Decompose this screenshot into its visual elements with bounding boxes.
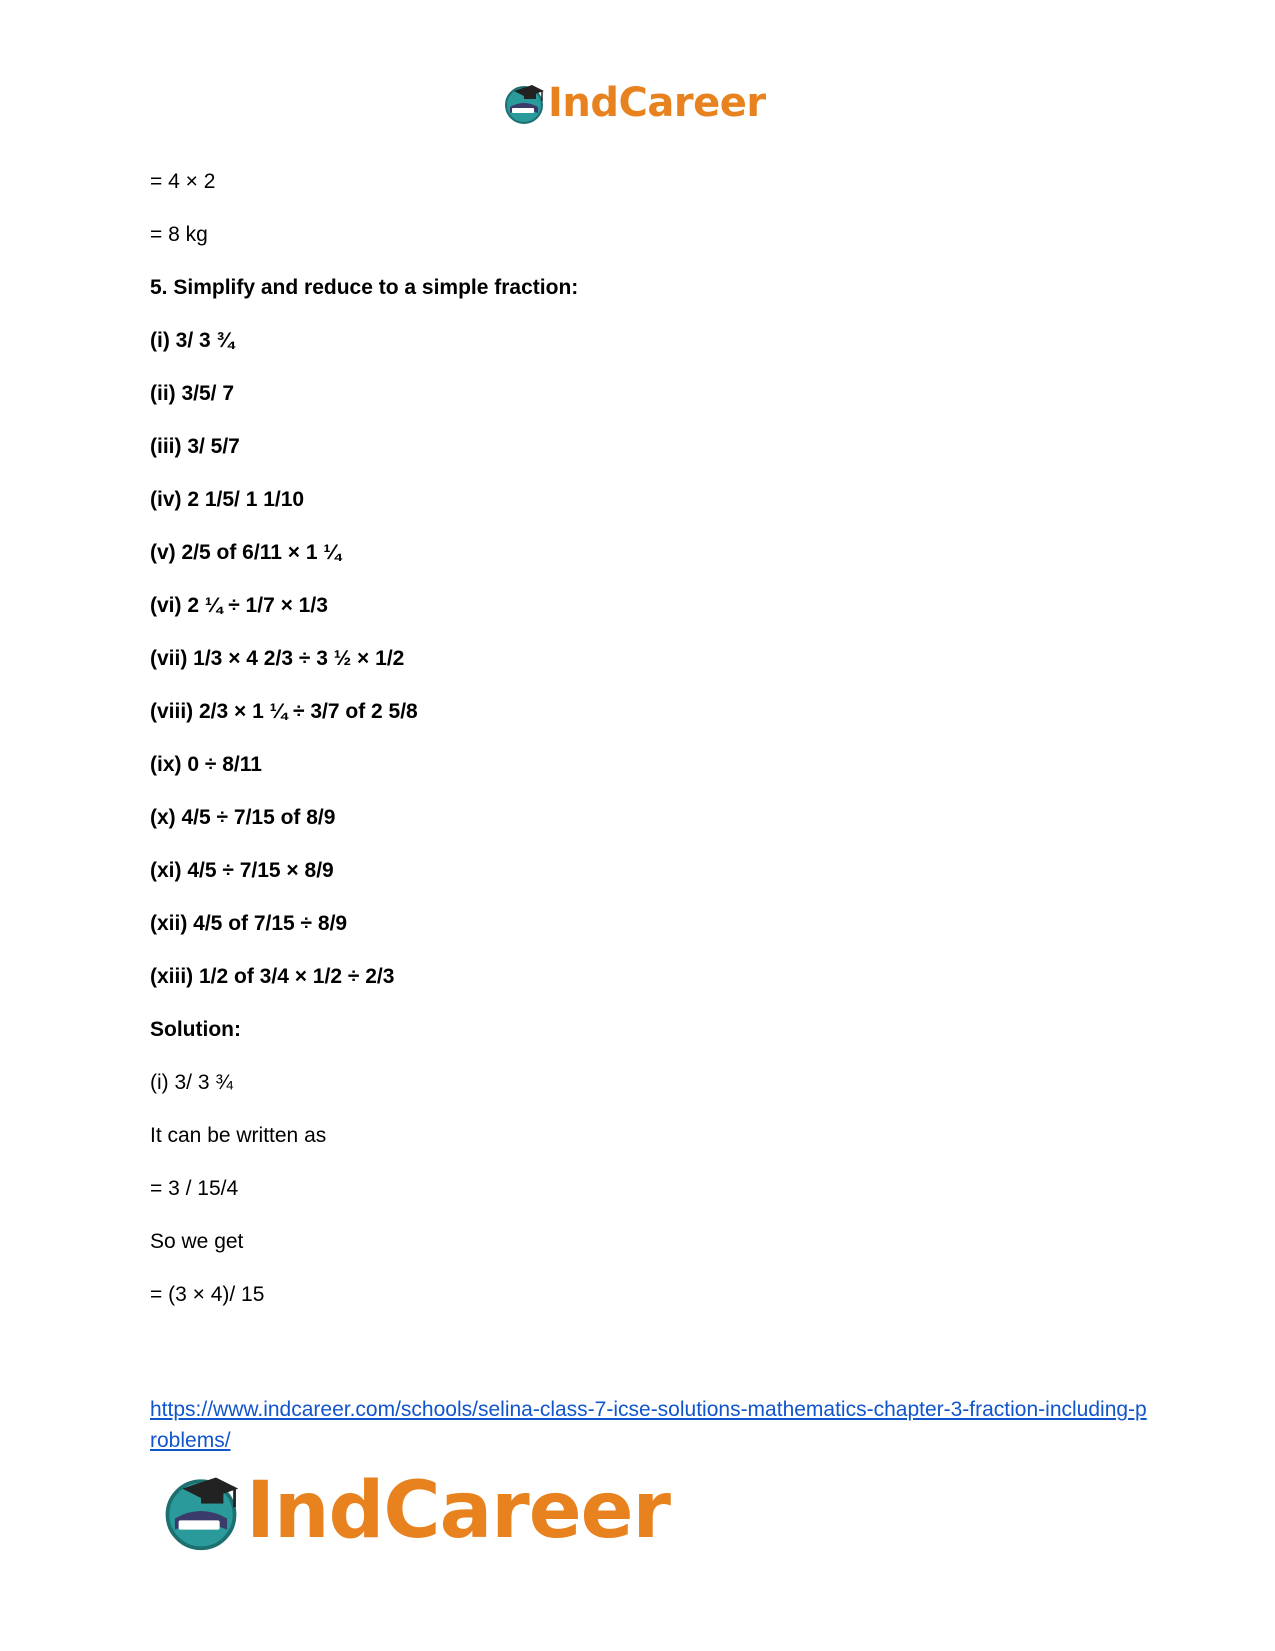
question-item: (x) 4/5 ÷ 7/15 of 8/9	[150, 806, 336, 829]
text-line: It can be written as	[150, 1124, 327, 1147]
logo-text: IndCareer	[246, 1466, 670, 1556]
graduation-globe-icon	[502, 81, 546, 125]
source-link[interactable]: https://www.indcareer.com/schools/selina-class-7-icse-solutions-mathematics-chapter-3-fraction-including-problems/	[150, 1398, 1147, 1452]
header-logo	[502, 80, 766, 126]
question-item: (v) 2/5 of 6/11 × 1 ¼	[150, 541, 341, 564]
footer-logo	[160, 1468, 670, 1554]
text-line: = (3 × 4)/ 15	[150, 1283, 265, 1306]
question-item: (ix) 0 ÷ 8/11	[150, 753, 262, 776]
text-line: So we get	[150, 1230, 244, 1253]
question-item: (iii) 3/ 5/7	[150, 435, 240, 458]
question-item: (xi) 4/5 ÷ 7/15 × 8/9	[150, 859, 334, 882]
question-item: (vi) 2 ¼ ÷ 1/7 × 1/3	[150, 594, 328, 617]
question-item: (iv) 2 1/5/ 1 1/10	[150, 488, 305, 511]
question-item: (ii) 3/5/ 7	[150, 382, 235, 405]
text-line: (i) 3/ 3 ¾	[150, 1071, 233, 1094]
question-item: (viii) 2/3 × 1 ¼ ÷ 3/7 of 2 5/8	[150, 700, 418, 723]
question-item: (i) 3/ 3 ¾	[150, 329, 235, 352]
logo-text: IndCareer	[548, 80, 766, 126]
text-line: = 4 × 2	[150, 170, 216, 193]
question-heading: 5. Simplify and reduce to a simple fraction:	[150, 276, 579, 299]
question-item: (xii) 4/5 of 7/15 ÷ 8/9	[150, 912, 348, 935]
solution-heading: Solution:	[150, 1018, 241, 1041]
question-item: (xiii) 1/2 of 3/4 × 1/2 ÷ 2/3	[150, 965, 395, 988]
text-line: = 3 / 15/4	[150, 1177, 239, 1200]
question-item: (vii) 1/3 × 4 2/3 ÷ 3 ½ × 1/2	[150, 647, 405, 670]
graduation-globe-icon	[160, 1470, 242, 1552]
text-line: = 8 kg	[150, 223, 208, 246]
